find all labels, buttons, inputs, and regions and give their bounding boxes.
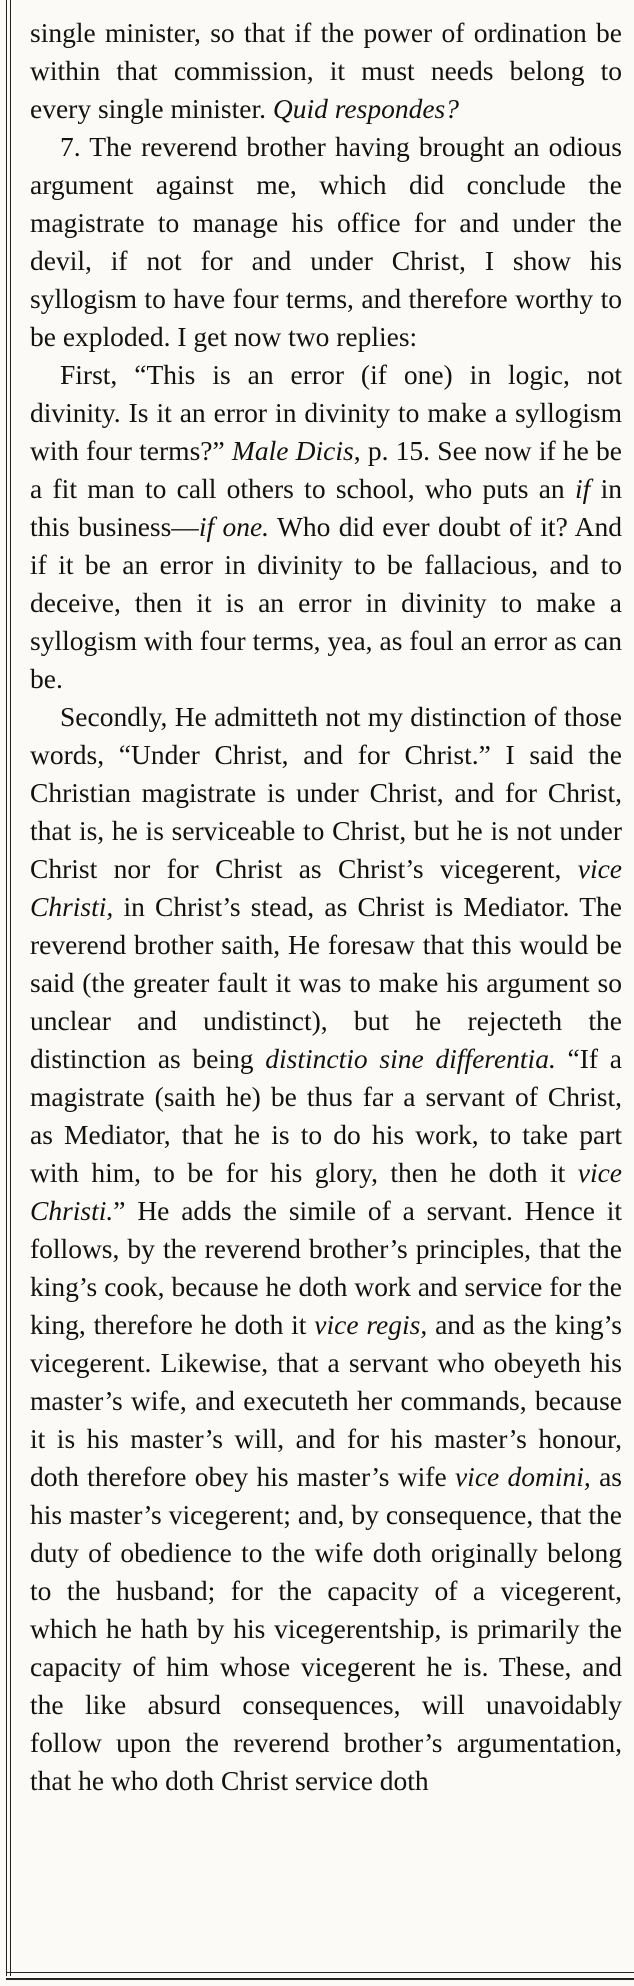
italic-citation: Male Dicis [231,435,354,466]
italic-phrase: vice Christi. [30,1157,622,1226]
text-run: “If a magistrate (saith he) be thus far a servant of Christ, as Mediator, that he is to do his work, to take part with him, to be for his glory, then he doth it [30,1043,623,1188]
left-column-rule [6,0,11,1976]
italic-word: if [575,473,591,504]
italic-phrase: vice domini, [454,1461,591,1492]
paragraph-first-reply [30,356,622,698]
italic-phrase: Quid respondes? [272,93,459,124]
text-run: in this business— [30,473,622,542]
italic-phrase: if one. [198,511,270,542]
text-run: and as the king’s vicegerent. Likewise, that a servant who obeyeth his master’s wife, and executeth her commands, because it is his master’s will, and for his master’s honour, doth therefore obey his master’s wife [30,1309,622,1492]
text-column [30,14,622,1800]
text-run: Who did ever doubt of it? And if it be an error in divinity to be fallacious, and to deceive, then it is an error in divinity to make a syllogism with four terms, yea, as foul an error as can be. [30,511,622,694]
text-run: ” He adds the simile of a servant. Hence it follows, by the reverend brother’s principles, that the king’s cook, because he doth work and service for the king, therefore he doth it [30,1195,622,1340]
text-run: First, “This is an error (if one) in logic, not divinity. Is it an error in divinity to make a syllogism with four terms?” [30,359,622,466]
text-run: single minister, so that if the power of ordination be within that commission, it must needs belong to every single minister. [30,17,622,124]
text-run: in Christ’s stead, as Christ is Mediator. The reverend brother saith, He foresaw that this would be said (the greater fault it was to make his argument so unclear and undistinct), but he rejecteth the distinction as being [30,891,622,1074]
bottom-page-rule [6,1972,634,1980]
paragraph-second-reply [30,698,622,1800]
italic-phrase: distinctio sine differentia. [265,1043,556,1074]
text-run: as his master’s vicegerent; and, by consequence, that the duty of obedience to the wife doth originally belong to the husband; for the capacity of a vicegerent, which he hath by his vicegerentship, is primarily the capacity of him whose vicegerent he is. These, and the like absurd consequences, will unavoidably follow upon the reverend brother’s argumentation, that he who doth Christ service doth [30,1461,622,1796]
text-run: , p. 15. See now if he be a fit man to call others to school, who puts an [30,435,622,504]
text-run: 7. The reverend brother having brought an odious argument against me, which did conclude the magistrate to manage his office for and under the devil, if not for and under Christ, I show his syllogism to have four terms, and therefore worthy to be exploded. I get now two replies: [30,131,622,352]
text-run: Secondly, He admitteth not my distinction of those words, “Under Christ, and for Christ.” I said the Christian magistrate is under Christ, and for Christ, that is, he is serviceable to Christ, but he is not under Christ nor for Christ as Christ’s vicegerent, [30,701,622,884]
paragraph-7 [30,128,622,356]
paragraph-continued [30,14,622,128]
italic-phrase: vice Christi, [30,853,622,922]
italic-phrase: vice regis, [314,1309,428,1340]
